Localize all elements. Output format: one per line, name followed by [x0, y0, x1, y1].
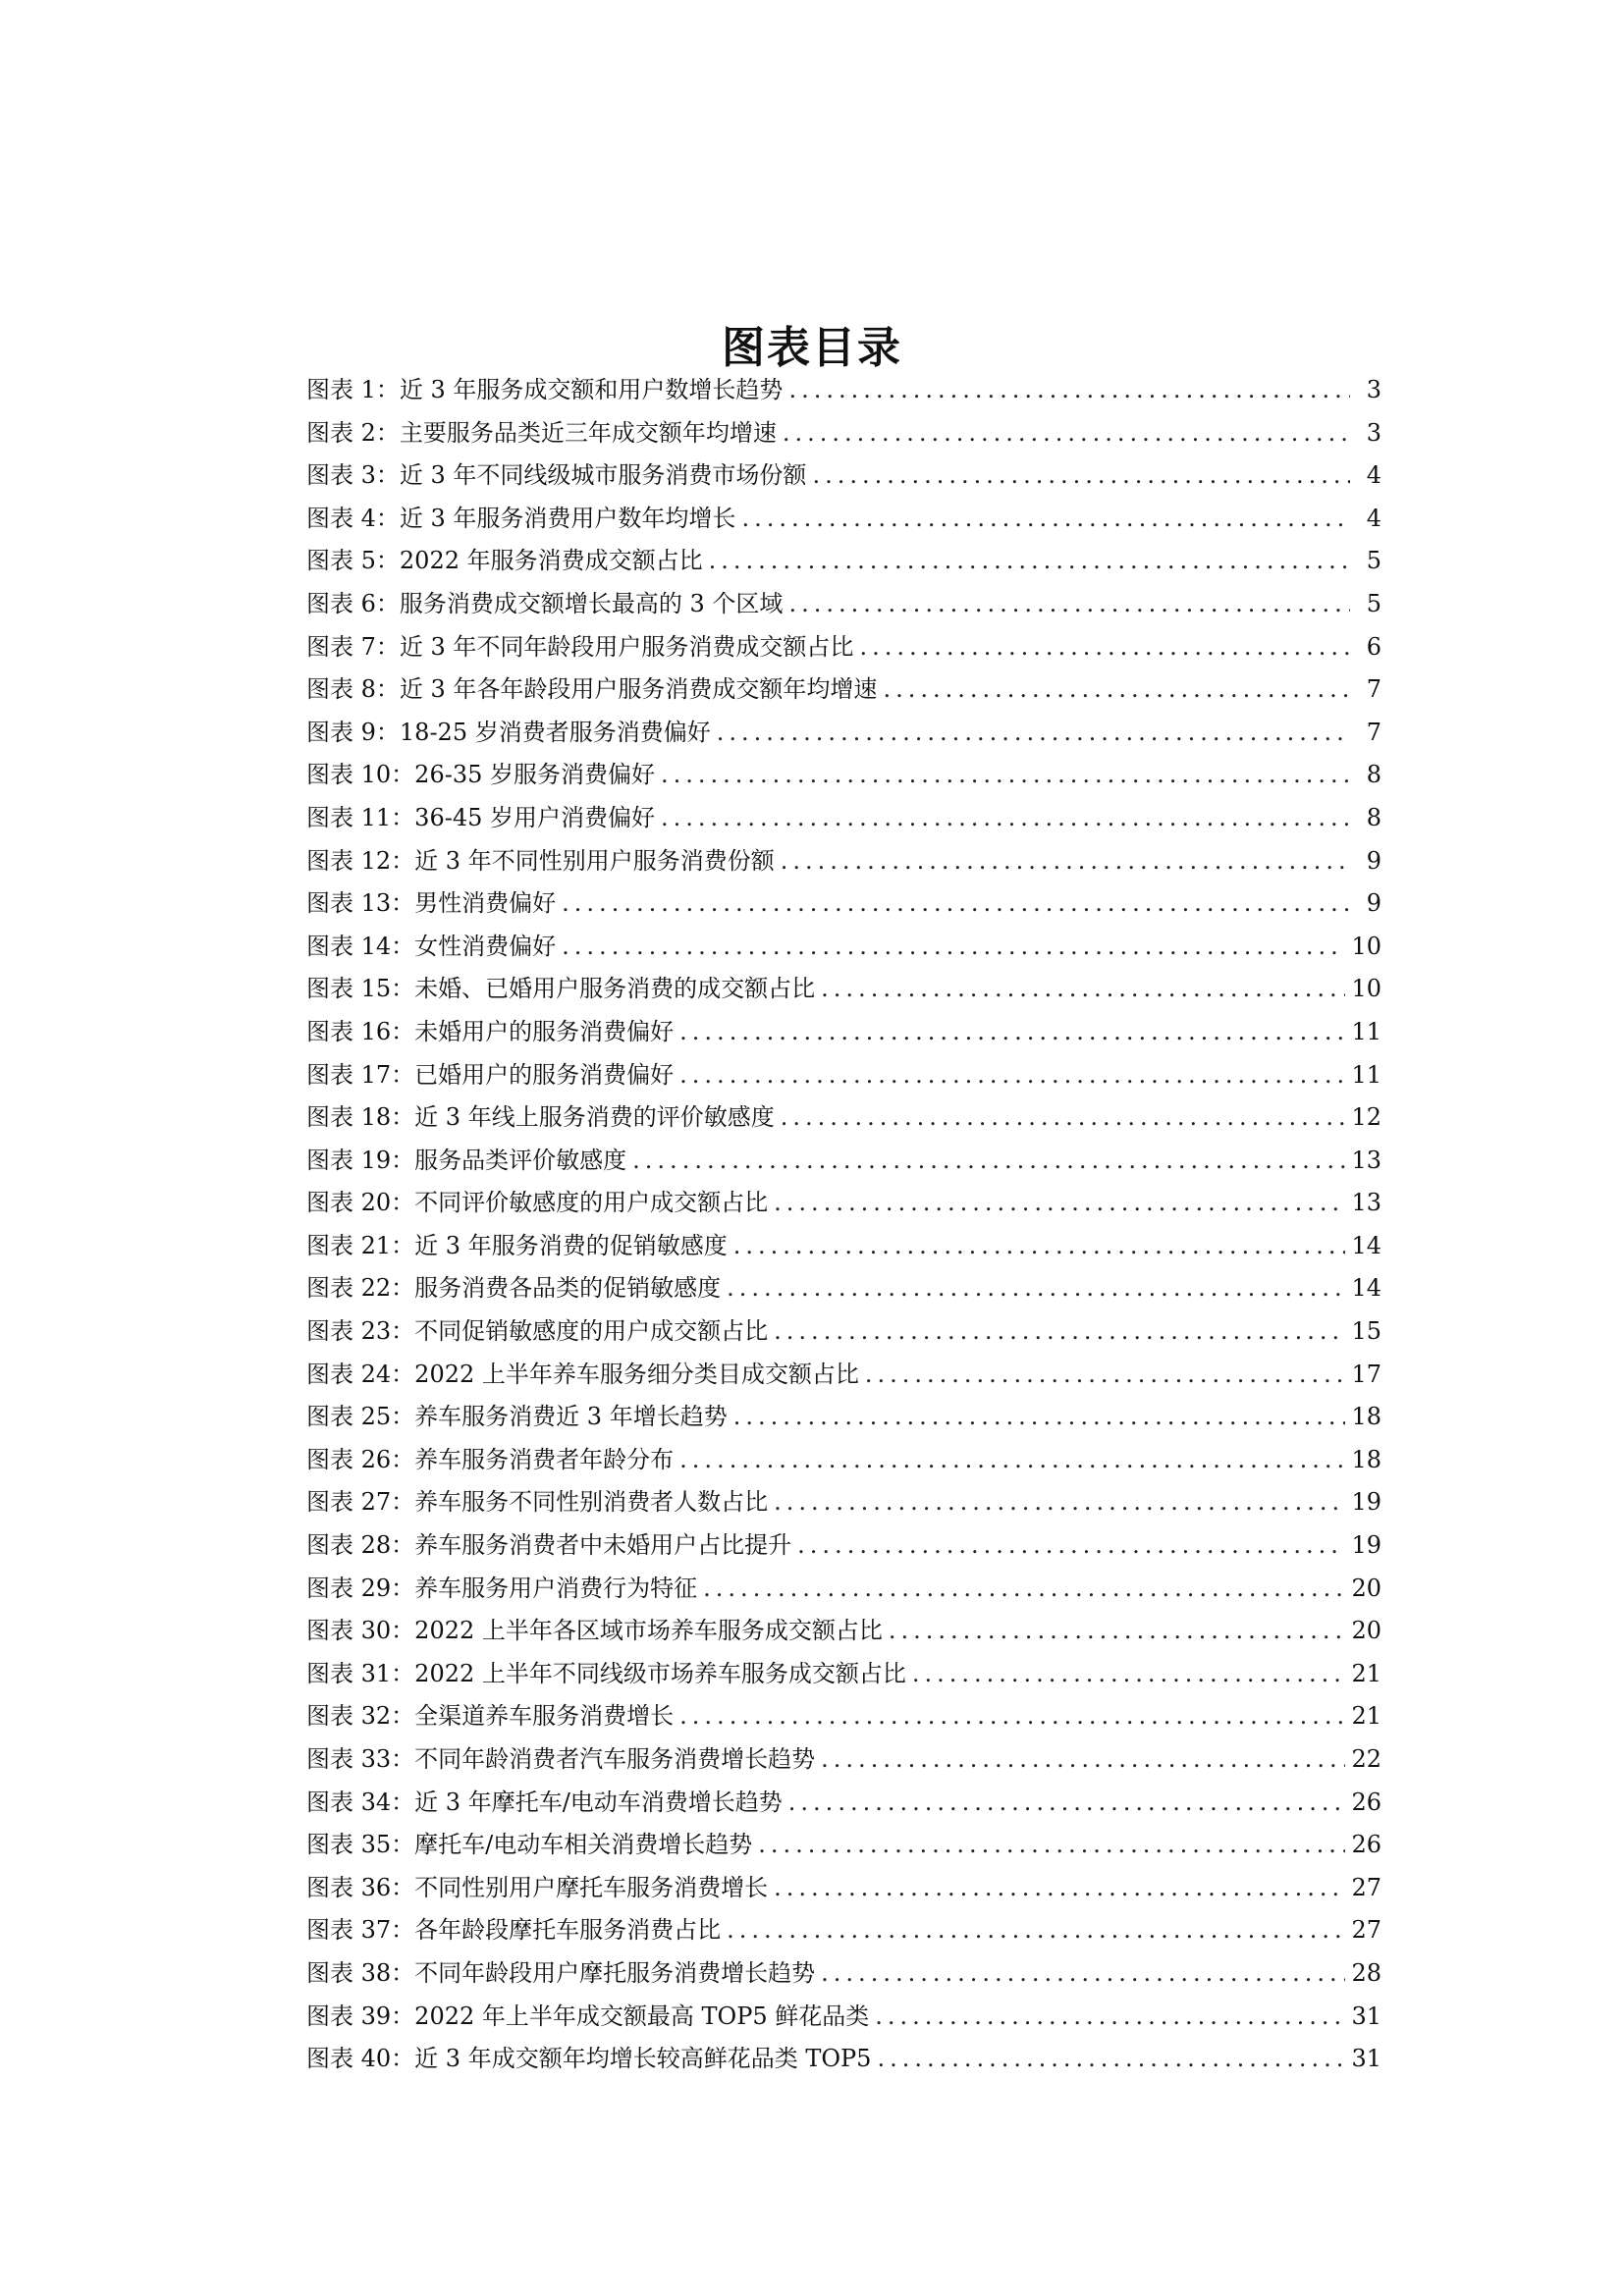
figure-title: 近 3 年摩托车/电动车消费增长趋势	[414, 1788, 783, 1816]
figure-title: 养车服务消费者中未婚用户占比提升	[414, 1531, 792, 1560]
figure-title: 养车服务不同性别消费者人数占比	[414, 1488, 769, 1517]
page-number: 26	[1351, 1831, 1381, 1859]
figure-label: 图表 19：	[306, 1146, 415, 1174]
figure-title: 18-25 岁消费者服务消费偏好	[399, 718, 711, 746]
toc-entry[interactable]	[306, 1354, 1381, 1397]
figure-label: 图表 27：	[306, 1488, 415, 1517]
figure-label: 图表 4：	[306, 504, 400, 532]
figure-label: 图表 16：	[306, 1017, 415, 1045]
dot-leader	[859, 626, 1350, 669]
dot-leader	[758, 1824, 1345, 1867]
page-number: 20	[1351, 1574, 1381, 1602]
figure-label: 图表 25：	[306, 1403, 415, 1431]
page-number: 27	[1351, 1916, 1381, 1945]
figure-title: 近 3 年线上服务消费的评价敏感度	[414, 1103, 775, 1132]
figure-label: 图表 22：	[306, 1274, 415, 1303]
page-title: 图表目录	[722, 323, 902, 374]
toc-entry[interactable]	[306, 1610, 1381, 1653]
figure-title: 摩托车/电动车相关消费增长趋势	[414, 1831, 753, 1859]
figure-label: 图表 6：	[306, 589, 400, 617]
figure-label: 图表 36：	[306, 1873, 415, 1901]
figure-title: 近 3 年服务消费的促销敏感度	[414, 1231, 728, 1259]
toc-entry[interactable]	[306, 1695, 1381, 1738]
toc-entry[interactable]	[306, 1310, 1381, 1354]
dot-leader	[709, 540, 1350, 583]
figure-label: 图表 8：	[306, 675, 400, 704]
dot-leader	[788, 1782, 1346, 1825]
figure-title: 26-35 岁服务消费偏好	[414, 761, 655, 789]
dot-leader	[679, 1695, 1345, 1738]
page-number: 19	[1351, 1531, 1381, 1560]
figure-label: 图表 30：	[306, 1617, 415, 1645]
dot-leader	[632, 1140, 1345, 1183]
page-number: 19	[1351, 1488, 1381, 1517]
page-number: 5	[1366, 589, 1381, 617]
figure-label: 图表 12：	[306, 846, 415, 875]
dot-leader	[877, 2038, 1345, 2081]
toc-entry[interactable]	[306, 1653, 1381, 1696]
figure-title: 不同性别用户摩托车服务消费增长	[414, 1873, 769, 1901]
page-number: 21	[1351, 1702, 1381, 1731]
figure-title: 未婚、已婚用户服务消费的成交额占比	[414, 975, 816, 1003]
toc-entry[interactable]	[306, 412, 1381, 455]
figure-title: 男性消费偏好	[414, 889, 557, 918]
figure-label: 图表 21：	[306, 1231, 415, 1259]
dot-leader	[727, 1909, 1345, 1952]
dot-leader	[727, 1267, 1345, 1310]
dot-leader	[797, 1524, 1345, 1568]
toc-entry[interactable]	[306, 1782, 1381, 1825]
figure-title: 不同促销敏感度的用户成交额占比	[414, 1317, 769, 1346]
toc-entry[interactable]	[306, 1011, 1381, 1054]
dot-leader	[821, 968, 1345, 1011]
page-number: 3	[1366, 418, 1381, 447]
figure-label: 图表 29：	[306, 1574, 415, 1602]
toc-entry[interactable]	[306, 1140, 1381, 1183]
figure-title: 近 3 年服务成交额和用户数增长趋势	[399, 376, 784, 403]
dot-leader	[812, 454, 1350, 498]
toc-entry[interactable]	[306, 2038, 1381, 2081]
figure-label: 图表 32：	[306, 1702, 415, 1731]
dot-leader	[788, 369, 1350, 412]
page-number: 18	[1351, 1445, 1381, 1473]
toc-entry[interactable]	[306, 1396, 1381, 1439]
page-number: 8	[1366, 761, 1381, 789]
toc-entry[interactable]	[306, 498, 1381, 541]
dot-leader	[865, 1354, 1346, 1397]
toc-entry[interactable]	[306, 1568, 1381, 1611]
figure-label: 图表 18：	[306, 1103, 415, 1132]
figure-title: 养车服务消费近 3 年增长趋势	[414, 1403, 728, 1431]
toc-entry[interactable]	[306, 1225, 1381, 1268]
page-number: 7	[1366, 675, 1381, 704]
page-number: 17	[1351, 1360, 1381, 1388]
figure-title: 2022 上半年养车服务细分类目成交额占比	[414, 1360, 859, 1388]
figure-title: 2022 年服务消费成交额占比	[399, 547, 703, 575]
page-number: 14	[1351, 1231, 1381, 1259]
figure-label: 图表 20：	[306, 1189, 415, 1217]
dot-leader	[781, 1096, 1346, 1140]
dot-leader	[788, 583, 1350, 626]
dot-leader	[703, 1568, 1345, 1611]
figure-title: 近 3 年不同年龄段用户服务消费成交额占比	[399, 632, 854, 661]
page-number: 14	[1351, 1274, 1381, 1303]
figure-title: 近 3 年成交额年均增长较高鲜花品类 TOP5	[414, 2045, 872, 2073]
page-number: 20	[1351, 1617, 1381, 1645]
figure-title: 全渠道养车服务消费增长	[414, 1702, 675, 1731]
figure-title: 服务品类评价敏感度	[414, 1146, 627, 1174]
page-number: 31	[1351, 2002, 1381, 2030]
dot-leader	[889, 1610, 1346, 1653]
page-number: 4	[1366, 461, 1381, 490]
figure-label: 图表 35：	[306, 1831, 415, 1859]
page-number: 13	[1351, 1146, 1381, 1174]
dot-leader	[661, 754, 1350, 797]
page-number: 9	[1366, 846, 1381, 875]
toc-entry[interactable]	[306, 1824, 1381, 1867]
dot-leader	[741, 498, 1350, 541]
page-number: 5	[1366, 547, 1381, 575]
dot-leader	[781, 840, 1350, 883]
page-number: 15	[1351, 1317, 1381, 1346]
figure-label: 图表 2：	[306, 418, 400, 447]
dot-leader	[733, 1396, 1346, 1439]
toc-entry[interactable]	[306, 1439, 1381, 1482]
figure-label: 图表 14：	[306, 932, 415, 960]
page-number: 11	[1351, 1060, 1381, 1089]
figure-title: 近 3 年各年龄段用户服务消费成交额年均增速	[399, 675, 878, 704]
figure-label: 图表 7：	[306, 632, 400, 661]
figure-label: 图表 24：	[306, 1360, 415, 1388]
page-number: 9	[1366, 889, 1381, 918]
page-number: 4	[1366, 504, 1381, 532]
page-number: 6	[1366, 632, 1381, 661]
toc-entry[interactable]	[306, 1182, 1381, 1225]
figure-label: 图表 5：	[306, 547, 400, 575]
figure-title: 不同年龄段用户摩托服务消费增长趋势	[414, 1958, 816, 1987]
dot-leader	[883, 668, 1350, 712]
page-number: 11	[1351, 1017, 1381, 1045]
dot-leader	[875, 1996, 1345, 2039]
figure-label: 图表 37：	[306, 1916, 415, 1945]
figure-title: 不同年龄消费者汽车服务消费增长趋势	[414, 1745, 816, 1773]
figure-label: 图表 31：	[306, 1659, 415, 1687]
dot-leader	[661, 797, 1350, 840]
page-number: 27	[1351, 1873, 1381, 1901]
dot-leader	[679, 1011, 1345, 1054]
dot-leader	[562, 882, 1350, 926]
toc-entry[interactable]	[306, 1867, 1381, 1910]
figure-label: 图表 1：	[306, 376, 400, 403]
page-number: 12	[1351, 1103, 1381, 1132]
figure-title: 女性消费偏好	[414, 932, 557, 960]
toc-entry[interactable]	[306, 1054, 1381, 1097]
page-number: 8	[1366, 803, 1381, 831]
toc-entry[interactable]	[306, 797, 1381, 840]
figure-label: 图表 40：	[306, 2045, 415, 2073]
dot-leader	[821, 1738, 1345, 1782]
toc-entry[interactable]	[306, 1952, 1381, 1996]
figure-title: 已婚用户的服务消费偏好	[414, 1060, 675, 1089]
page-number: 21	[1351, 1659, 1381, 1687]
toc-entry[interactable]	[306, 1996, 1381, 2039]
toc-entry[interactable]	[306, 1267, 1381, 1310]
toc-entry[interactable]	[306, 668, 1381, 712]
page-number: 3	[1366, 376, 1381, 403]
figure-title: 服务消费各品类的促销敏感度	[414, 1274, 722, 1303]
page-number: 10	[1351, 932, 1381, 960]
toc-entry[interactable]	[306, 369, 1381, 412]
toc-entry[interactable]	[306, 1909, 1381, 1952]
dot-leader	[774, 1481, 1345, 1524]
dot-leader	[912, 1653, 1346, 1696]
dot-leader	[679, 1439, 1345, 1482]
page-number: 18	[1351, 1403, 1381, 1431]
toc-entry[interactable]	[306, 540, 1381, 583]
dot-leader	[821, 1952, 1345, 1996]
figure-label: 图表 34：	[306, 1788, 415, 1816]
figure-label: 图表 17：	[306, 1060, 415, 1089]
dot-leader	[717, 712, 1350, 755]
dot-leader	[679, 1054, 1345, 1097]
figure-title: 养车服务用户消费行为特征	[414, 1574, 698, 1602]
toc-entry[interactable]	[306, 840, 1381, 883]
toc-entry[interactable]	[306, 926, 1381, 969]
dot-leader	[733, 1225, 1346, 1268]
toc-entry[interactable]	[306, 1738, 1381, 1782]
figure-title: 未婚用户的服务消费偏好	[414, 1017, 675, 1045]
figure-label: 图表 15：	[306, 975, 415, 1003]
figure-title: 2022 上半年各区域市场养车服务成交额占比	[414, 1617, 883, 1645]
figure-label: 图表 11：	[306, 803, 415, 831]
figure-label: 图表 26：	[306, 1445, 415, 1473]
figure-title: 养车服务消费者年龄分布	[414, 1445, 675, 1473]
figure-label: 图表 23：	[306, 1317, 415, 1346]
toc-entry[interactable]	[306, 882, 1381, 926]
figure-label: 图表 13：	[306, 889, 415, 918]
figure-label: 图表 39：	[306, 2002, 415, 2030]
page-number: 10	[1351, 975, 1381, 1003]
table-of-figures	[306, 369, 1381, 2081]
figure-label: 图表 28：	[306, 1531, 415, 1560]
figure-title: 36-45 岁用户消费偏好	[414, 803, 655, 831]
dot-leader	[774, 1310, 1345, 1354]
figure-title: 各年龄段摩托车服务消费占比	[414, 1916, 722, 1945]
figure-label: 图表 38：	[306, 1958, 415, 1987]
toc-entry[interactable]	[306, 968, 1381, 1011]
figure-title: 不同评价敏感度的用户成交额占比	[414, 1189, 769, 1217]
toc-entry[interactable]	[306, 583, 1381, 626]
toc-entry[interactable]	[306, 1524, 1381, 1568]
page-number: 13	[1351, 1189, 1381, 1217]
toc-entry[interactable]	[306, 626, 1381, 669]
dot-leader	[562, 926, 1345, 969]
toc-entry[interactable]	[306, 1096, 1381, 1140]
page-number: 26	[1351, 1788, 1381, 1816]
toc-entry[interactable]	[306, 712, 1381, 755]
dot-leader	[774, 1867, 1345, 1910]
figure-label: 图表 3：	[306, 461, 400, 490]
figure-label: 图表 9：	[306, 718, 400, 746]
dot-leader	[783, 412, 1350, 455]
dot-leader	[774, 1182, 1345, 1225]
figure-title: 服务消费成交额增长最高的 3 个区域	[399, 589, 784, 617]
page-number: 7	[1366, 718, 1381, 746]
figure-title: 近 3 年不同线级城市服务消费市场份额	[399, 461, 807, 490]
toc-entry[interactable]	[306, 754, 1381, 797]
figure-label: 图表 10：	[306, 761, 415, 789]
page-number: 31	[1351, 2045, 1381, 2073]
figure-title: 近 3 年不同性别用户服务消费份额	[414, 846, 775, 875]
toc-entry[interactable]	[306, 454, 1381, 498]
figure-title: 2022 上半年不同线级市场养车服务成交额占比	[414, 1659, 906, 1687]
toc-entry[interactable]	[306, 1481, 1381, 1524]
page-number: 22	[1351, 1745, 1381, 1773]
figure-label: 图表 33：	[306, 1745, 415, 1773]
figure-title: 2022 年上半年成交额最高 TOP5 鲜花品类	[414, 2002, 870, 2030]
figure-title: 主要服务品类近三年成交额年均增速	[399, 418, 777, 447]
page-number: 28	[1351, 1958, 1381, 1987]
figure-title: 近 3 年服务消费用户数年均增长	[399, 504, 736, 532]
